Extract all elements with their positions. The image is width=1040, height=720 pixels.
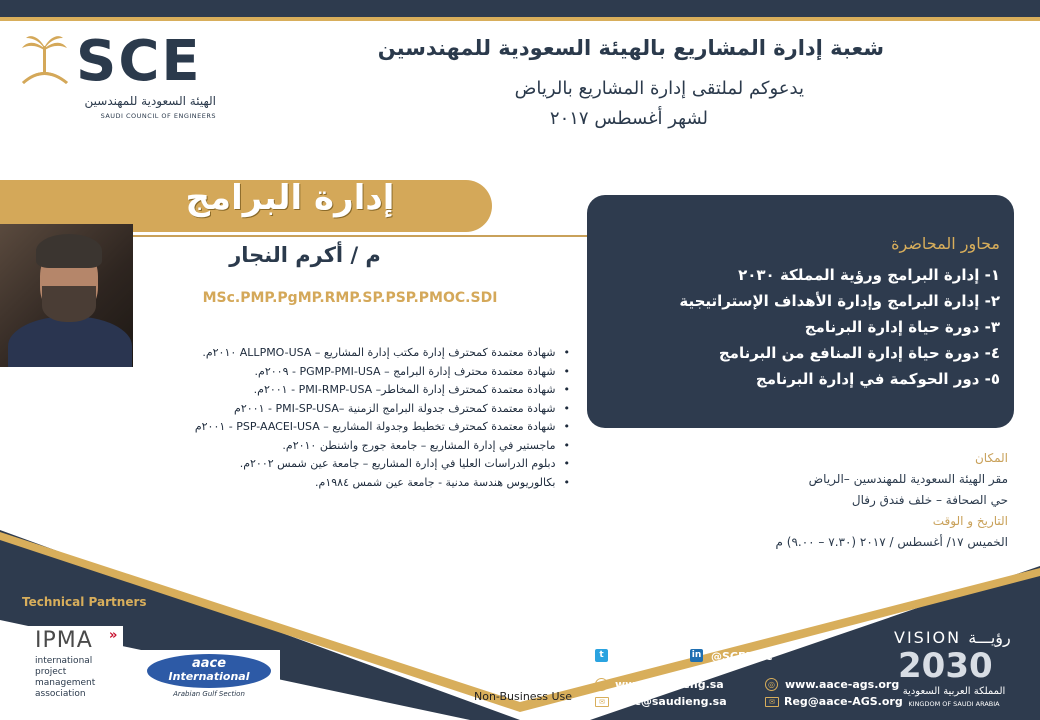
ipma-wordmark: IPMA bbox=[35, 628, 93, 653]
topic-item: ٢- إدارة البرامج وإدارة الأهداف الإستراتيجية bbox=[679, 292, 1000, 310]
vision-year: 2030 bbox=[898, 646, 993, 686]
vision-label-arabic: رؤيـــة bbox=[968, 628, 1011, 647]
website-link[interactable]: www.aace-ags.org bbox=[785, 678, 900, 691]
top-gold-stripe bbox=[0, 17, 1040, 21]
topic-item: ٥- دور الحوكمة في إدارة البرنامج bbox=[755, 370, 1000, 388]
topics-list bbox=[679, 262, 1000, 392]
topic-item: ٤- دورة حياة إدارة المنافع من البرنامج bbox=[718, 344, 1000, 362]
sce-logo bbox=[16, 29, 216, 122]
speaker-credentials: MSc.PMP.PgMP.RMP.SP.PSP.PMOC.SDI bbox=[202, 290, 498, 306]
aace-logo bbox=[139, 650, 280, 704]
linkedin-icon: in bbox=[691, 650, 702, 660]
qualification-item: • شهادة معتمدة محترف إدارة البرامج – PGMP-PMI-USA - ٢٠٠٩م. bbox=[128, 363, 570, 382]
speaker-name: م / أكرم النجار bbox=[229, 243, 381, 267]
sce-name-arabic: الهيئة السعودية للمهندسين bbox=[84, 94, 216, 108]
sce-name-english: SAUDI COUNCIL OF ENGINEERS bbox=[100, 112, 216, 120]
venue-line: مقر الهيئة السعودية للمهندسين –الرياض bbox=[808, 472, 1008, 486]
website-link[interactable]: www.saudieng.sa bbox=[615, 678, 724, 691]
kingdom-name-english: KINGDOM OF SAUDI ARABIA bbox=[908, 700, 1000, 708]
email-link[interactable]: pmc@saudieng.sa bbox=[615, 695, 727, 708]
venue-line: حي الصحافة – خلف فندق رفال bbox=[851, 493, 1008, 507]
non-business-notice: Non-Business Use bbox=[474, 690, 573, 703]
mail-icon: ✉ bbox=[595, 697, 609, 707]
aace-wordmark: aace bbox=[191, 656, 227, 671]
datetime-value: الخميس ١٧/ أغسطس / ٢٠١٧ (٧.٣٠ – ٩.٠٠) م bbox=[775, 535, 1008, 549]
month-line: لشهر أغسطس ٢٠١٧ bbox=[549, 108, 708, 129]
qualification-item: • شهادة معتمدة كمحترف تخطيط وجدولة المشاريع – PSP-AACEI-USA - ٢٠٠١م bbox=[128, 418, 570, 437]
twitter-icon: t bbox=[595, 649, 608, 662]
ipma-name: international project management association bbox=[35, 656, 96, 699]
mail-icon: ✉ bbox=[765, 697, 779, 707]
page-title: شعبة إدارة المشاريع بالهيئة السعودية للمهندسين bbox=[377, 36, 884, 60]
kingdom-name-arabic: المملكة العربية السعودية bbox=[902, 686, 1006, 697]
banner-divider bbox=[130, 235, 590, 237]
aace-subtitle: International bbox=[168, 670, 250, 683]
datetime-label: التاريخ و الوقت bbox=[932, 514, 1008, 528]
top-navy-stripe bbox=[0, 0, 1040, 17]
venue-label: المكان bbox=[974, 451, 1008, 465]
invitation-line: يدعوكم لملتقى إدارة المشاريع بالرياض bbox=[514, 78, 804, 99]
program-title: إدارة البرامج bbox=[185, 178, 395, 218]
qualification-item: • شهادة معتمدة كمحترف إدارة مكتب إدارة المشاريع – ALLPMO-USA ٢٠١٠م. bbox=[128, 344, 570, 363]
globe-icon: ◎ bbox=[765, 678, 778, 691]
speaker-photo bbox=[0, 224, 133, 367]
linkedin-handle[interactable]: @SCEPMC bbox=[711, 650, 773, 663]
qualification-item: • شهادة معتمدة كمحترف جدولة البرامج الزمنية –PMI-SP-USA - ٢٠٠١م bbox=[128, 400, 570, 419]
ipma-logo bbox=[25, 626, 123, 702]
globe-icon: ◎ bbox=[595, 678, 608, 691]
aace-section: Arabian Gulf Section bbox=[173, 690, 245, 698]
qualification-item: • شهادة معتمدة كمحترف إدارة المخاطر– PMI-RMP-USA - ٢٠٠١م. bbox=[128, 381, 570, 400]
chevron-right-icon: » bbox=[109, 628, 118, 643]
vision-label: VISION bbox=[894, 628, 962, 647]
vision-2030-logo bbox=[894, 628, 1024, 708]
qualification-item: • ماجستير في إدارة المشاريع – جامعة جورج واشنطن ٢٠١٠م. bbox=[128, 437, 570, 456]
topics-heading: محاور المحاضرة bbox=[891, 234, 1000, 253]
palm-swords-icon bbox=[16, 32, 74, 92]
sce-wordmark: SCE bbox=[76, 29, 202, 94]
qualification-item: • دبلوم الدراسات العليا في إدارة المشاريع – جامعة عين شمس ٢٠٠٢م. bbox=[128, 455, 570, 474]
topic-item: ٣- دورة حياة إدارة البرنامج bbox=[804, 318, 1000, 336]
topic-item: ١- إدارة البرامج ورؤية المملكة ٢٠٣٠ bbox=[738, 266, 1000, 284]
twitter-handle[interactable]: @SCEPMC bbox=[613, 650, 675, 663]
technical-partners-label: Technical Partners bbox=[22, 595, 147, 609]
qualification-item: • بكالوريوس هندسة مدنية - جامعة عين شمس ١٩٨٤م. bbox=[128, 474, 570, 493]
email-link[interactable]: Reg@aace-AGS.org bbox=[784, 695, 903, 708]
